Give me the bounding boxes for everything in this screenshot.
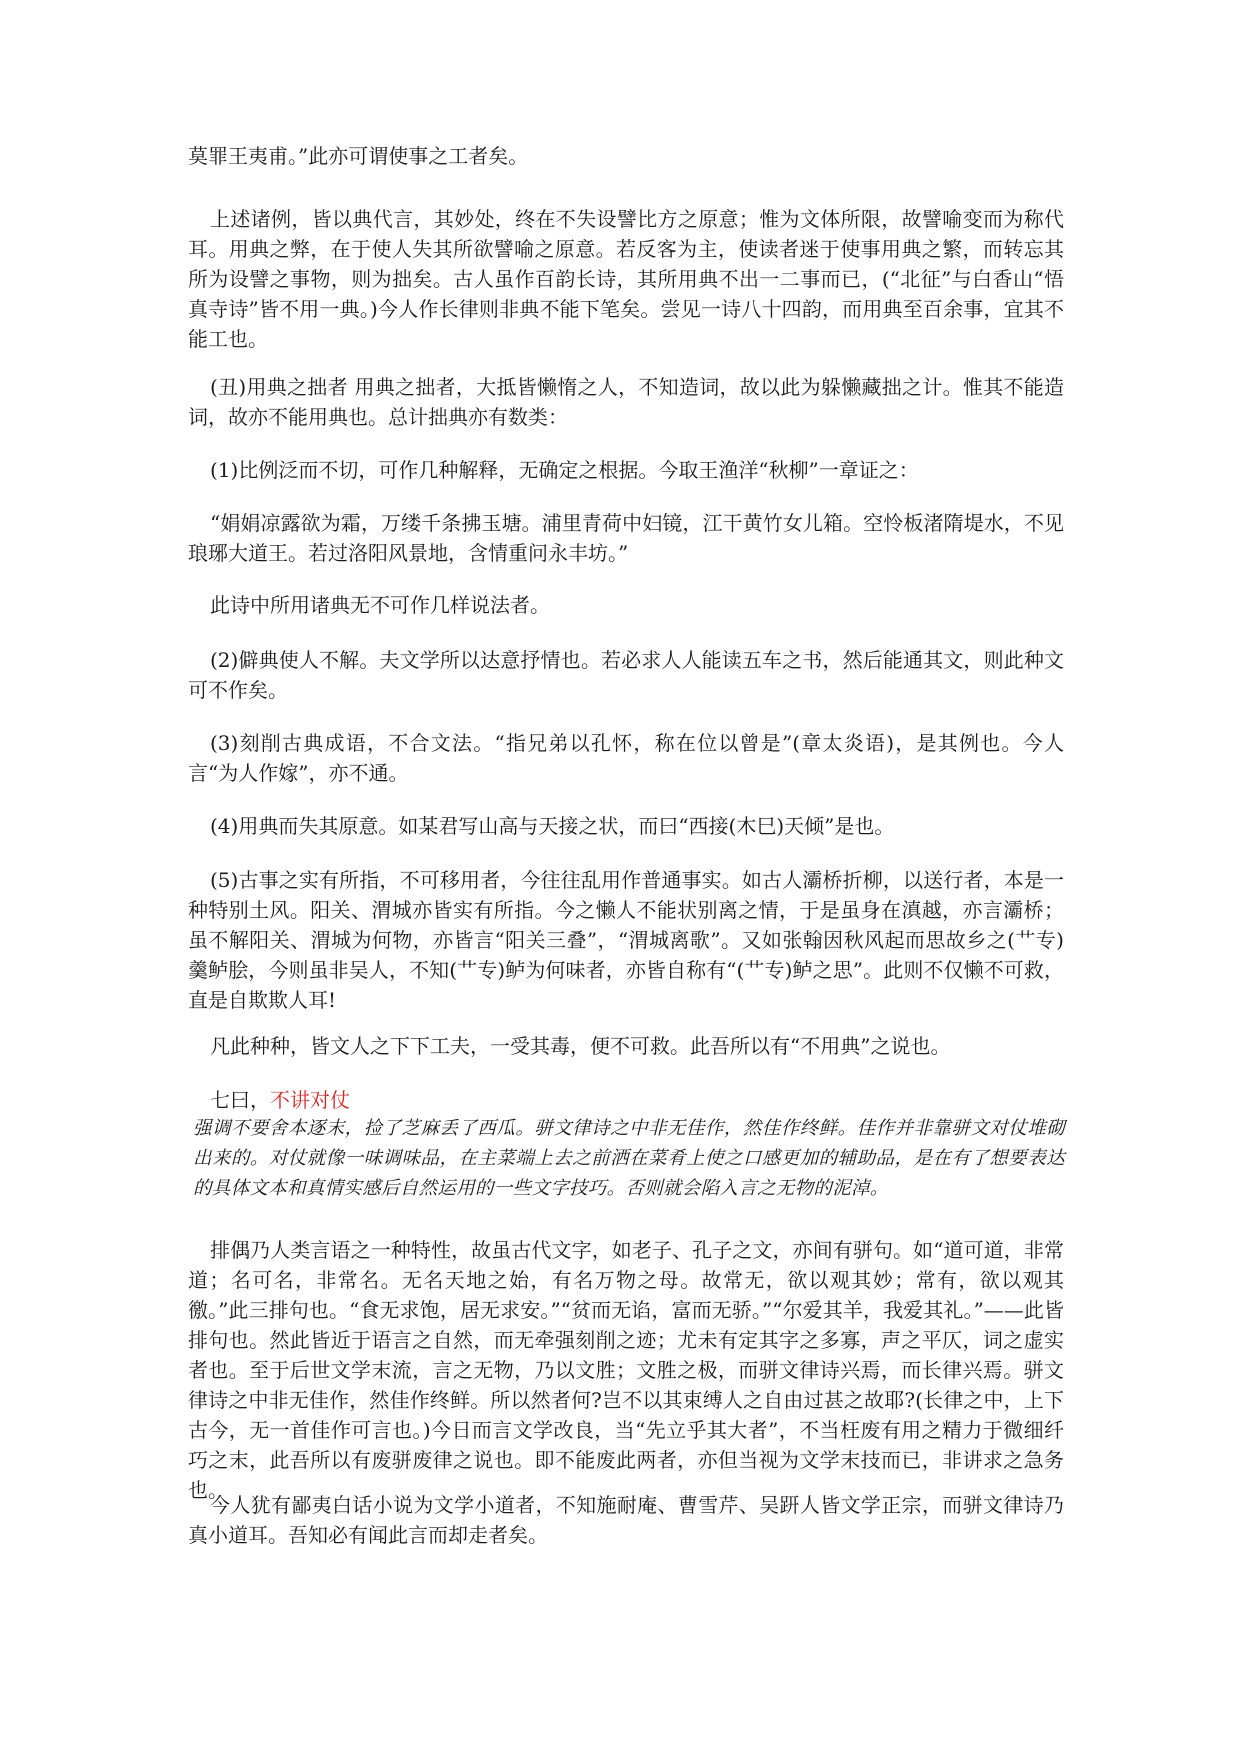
paragraph-9: (4)用典而失其原意。如某君写山高与天接之状，而曰“西接(木巳)天倾”是也。 (210, 814, 895, 838)
section-heading-prefix: 七曰， (210, 1088, 270, 1112)
paragraph-1: 莫罪王夷甫。”此亦可谓使事之工者矣。 (188, 144, 529, 168)
paragraph-8: (3)刻削古典成语，不合文法。“指兄弟以孔怀，称在位以曾是”(章太炎语)，是其例也。今人言“为人作嫁”，亦不通。 (188, 731, 1064, 785)
annotation-note: 强调不要舍本逐末，捡了芝麻丢了西瓜。骈文律诗之中非无佳作，然佳作终鲜。佳作并非靠骈文对仗堆砌出来的。对仗就像一味调味品，在主菜端上去之前洒在菜肴上使之口感更加的辅助品，是在有了想要表达的具体文本和真情实感后自然运用的一些文字技巧。否则就会陷入言之无物的泥淖。 (193, 1118, 1065, 1199)
paragraph-10: (5)古事之实有所指，不可移用者，今往往乱用作普通事实。如古人灞桥折柳，以送行者，本是一种特别土风。阳关、渭城亦皆实有所指。今之懒人不能状别离之情，于是虽身在滇越，亦言灞桥；虽不解阳关、渭城为何物，亦皆言“阳关三叠”，“渭城离歌”。又如张翰因秋风起而思故乡之(艹专)羹鲈脍，今则虽非吴人，不知(艹专)鲈为何味者，亦皆自称有“(艹专)鲈之思”。此则不仅懒不可救，直是自欺欺人耳! (188, 868, 1064, 1012)
section-heading (188, 1085, 1064, 1115)
paragraph-6: 此诗中所用诸典无不可作几样说法者。 (210, 593, 550, 617)
paragraph-13: 排偶乃人类言语之一种特性，故虽古代文字，如老子、孔子之文，亦间有骈句。如“道可道，非常道；名可名，非常名。无名天地之始，有名万物之母。故常无，欲以观其妙；常有，欲以观其徼。”此三排句也。“食无求饱，居无求安。”“贫而无谄，富而无骄。”“尔爱其羊，我爱其礼。”——此皆排句也。然此皆近于语言之自然，而无牵强刻削之迹；尤未有定其字之多寡，声之平仄，词之虚实者也。至于后世文学末流，言之无物，乃以文胜；文胜之极，而骈文律诗兴焉，而长律兴焉。骈文律诗之中非无佳作，然佳作终鲜。所以然者何?岂不以其束缚人之自由过甚之故耶?(长律之中，上下古今，无一首佳作可言也。)今日而言文学改良，当“先立乎其大者”，不当枉废有用之精力于微细纤巧之末，此吾所以有废骈废律之说也。即不能废此两者，亦但当视为文学末技而已，非讲求之急务也。 (188, 1238, 1064, 1502)
quoted-poem: “娟娟凉露欲为霜，万缕千条拂玉塘。浦里青荷中妇镜，江干黄竹女儿箱。空怜板渚隋堤水，不见琅琊大道王。若过洛阳风景地，含情重问永丰坊。” (188, 511, 1064, 565)
paragraph-4: (1)比例泛而不切，可作几种解释，无确定之根据。今取王渔洋“秋柳”一章证之： (210, 458, 919, 482)
paragraph-2: 上述诸例，皆以典代言，其妙处，终在不失设譬比方之原意；惟为文体所限，故譬喻变而为称代耳。用典之弊，在于使人失其所欲譬喻之原意。若反客为主，使读者迷于使事用典之繁，而转忘其所为设譬之事物，则为拙矣。古人虽作百韵长诗，其所用典不出一二事而已，(“北征”与白香山“悟真寺诗”皆不用一典。)今人作长律则非典不能下笔矣。尝见一诗八十四韵，而用典至百余事，宜其不能工也。 (188, 207, 1064, 351)
paragraph-3: (丑)用典之拙者 用典之拙者，大抵皆懒惰之人，不知造词，故以此为躲懒藏拙之计。惟其不能造词，故亦不能用典也。总计拙典亦有数类： (188, 375, 1064, 429)
paragraph-11: 凡此种种，皆文人之下下工夫，一受其毒，便不可救。此吾所以有“不用典”之说也。 (210, 1034, 951, 1058)
section-heading-title: 不讲对仗 (270, 1088, 350, 1112)
paragraph-14: 今人犹有鄙夷白话小说为文学小道者，不知施耐庵、曹雪芹、吴趼人皆文学正宗，而骈文律诗乃真小道耳。吾知必有闻此言而却走者矣。 (188, 1493, 1064, 1547)
paragraph-7: (2)僻典使人不解。夫文学所以达意抒情也。若必求人人能读五车之书，然后能通其文，则此种文可不作矣。 (188, 648, 1064, 702)
